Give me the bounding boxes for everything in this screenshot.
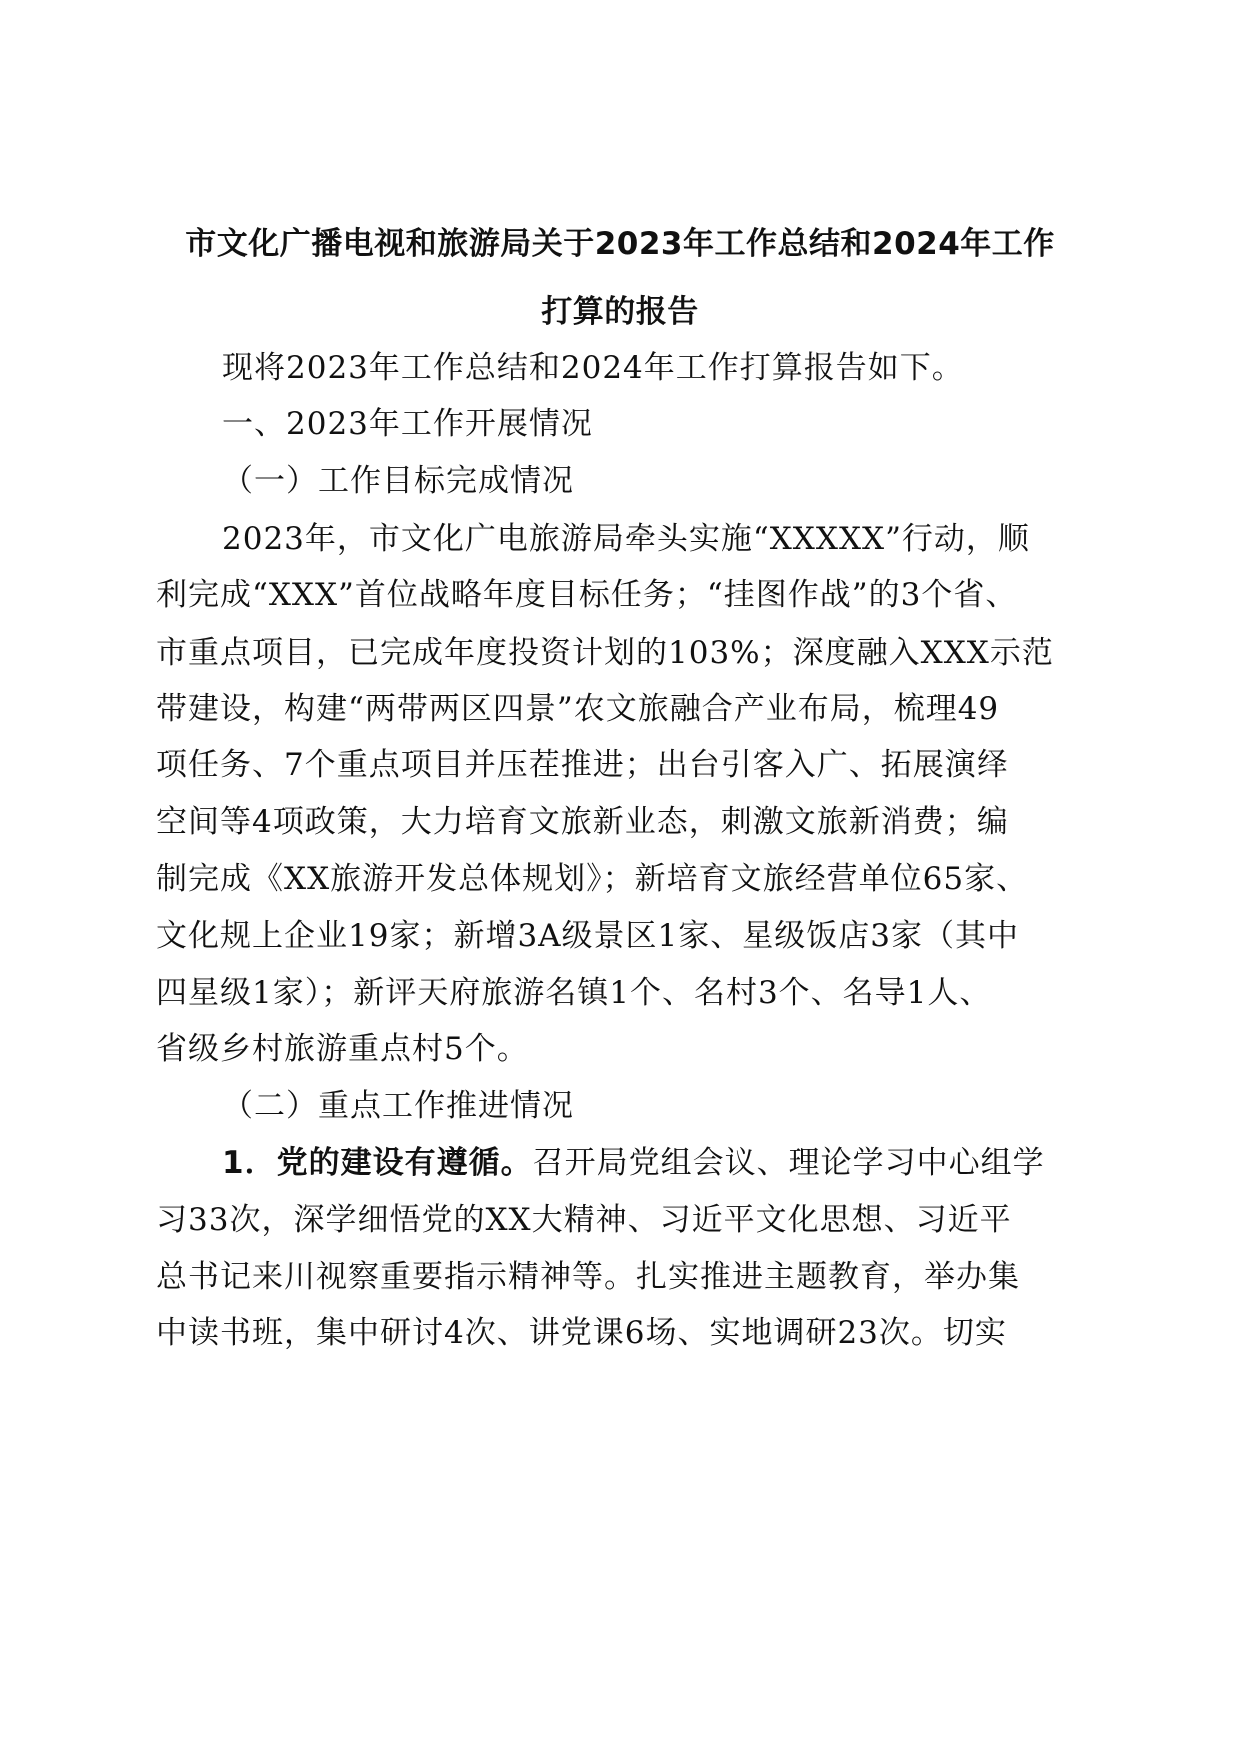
- paragraph-1-line: 四星级1家）；新评天府旅游名镇1个、名村3个、名导1人、: [156, 975, 992, 1011]
- paragraph-1-line: 文化规上企业19家；新增3A级景区1家、星级饭店3家（其中: [156, 918, 1020, 954]
- subsection-heading-2: （二）重点工作推进情况: [222, 1088, 574, 1124]
- item-1-line: 总书记来川视察重要指示精神等。扎实推进主题教育，举办集: [156, 1259, 1020, 1295]
- document-title-line-2: 打算的报告: [541, 294, 699, 330]
- paragraph-1-line: 项任务、7个重点项目并压茬推进；出台引客入广、拓展演绎: [156, 747, 1009, 783]
- item-1-heading: 1．党的建设有遵循。: [222, 1145, 533, 1181]
- item-1-line: 习33次，深学细悟党的XX大精神、习近平文化思想、习近平: [156, 1202, 1012, 1238]
- paragraph-1-line: 利完成“XXX”首位战略年度目标任务；“挂图作战”的3个省、: [156, 577, 1018, 613]
- item-1-first-line: [222, 1141, 1045, 1185]
- paragraph-1-line: 空间等4项政策，大力培育文旅新业态，刺激文旅新消费；编: [156, 804, 1009, 840]
- intro-paragraph: 现将2023年工作总结和2024年工作打算报告如下。: [222, 350, 964, 386]
- paragraph-1-line: 省级乡村旅游重点村5个。: [156, 1031, 529, 1067]
- item-1-line: 中读书班，集中研讨4次、讲党课6场、实地调研23次。切实: [156, 1315, 1007, 1351]
- paragraph-1-line: 带建设，构建“两带两区四景”农文旅融合产业布局，梳理49: [156, 691, 1000, 727]
- section-heading-1: 一、2023年工作开展情况: [222, 406, 593, 442]
- document-title-line-1: 市文化广播电视和旅游局关于2023年工作总结和2024年工作: [185, 226, 1055, 262]
- paragraph-1-line: 制完成《XX旅游开发总体规划》；新培育文旅经营单位65家、: [156, 861, 1029, 897]
- item-1-first-line-text: 召开局党组会议、理论学习中心组学: [532, 1145, 1045, 1181]
- paragraph-1-line: 市重点项目，已完成年度投资计划的103%；深度融入XXX示范: [156, 635, 1054, 671]
- subsection-heading-1: （一）工作目标完成情况: [222, 463, 574, 499]
- paragraph-1-line: 2023年，市文化广电旅游局牵头实施“XXXXX”行动，顺: [222, 521, 1030, 557]
